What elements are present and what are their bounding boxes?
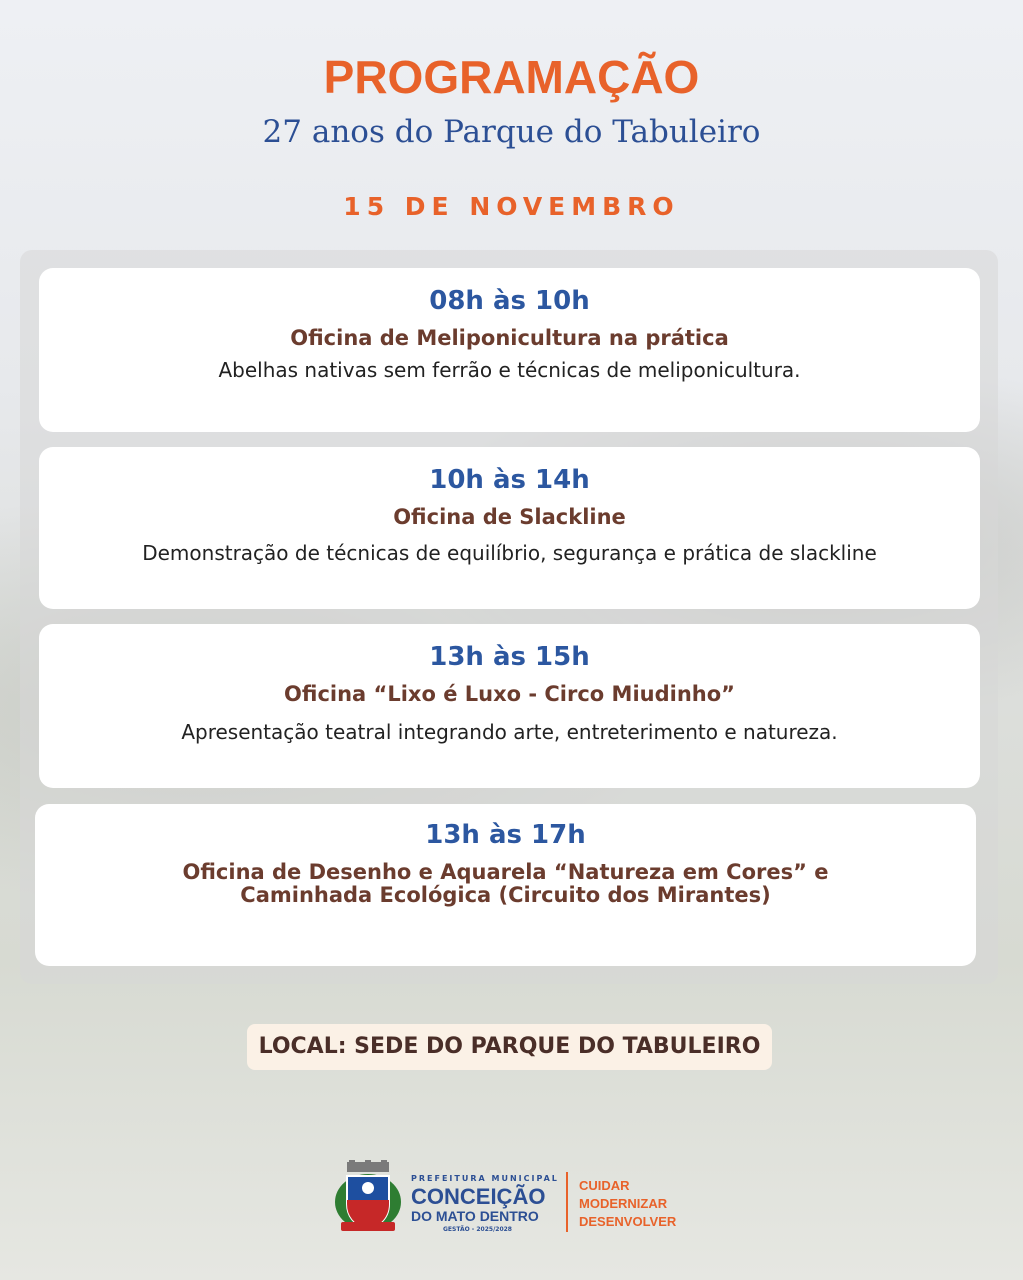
- card-description: Apresentação teatral integrando arte, entreterimento e natureza.: [181, 720, 838, 744]
- location-badge: LOCAL: SEDE DO PARQUE DO TABULEIRO: [247, 1024, 772, 1070]
- card-time: 13h às 17h: [425, 820, 586, 850]
- schedule-card-4: [35, 804, 976, 966]
- card-time: 10h às 14h: [429, 465, 590, 495]
- card-description: Demonstração de técnicas de equilíbrio, segurança e prática de slackline: [142, 541, 877, 565]
- motto-cuidar: CUIDAR: [579, 1178, 630, 1193]
- city-name-line-2: DO MATO DENTRO: [411, 1208, 539, 1224]
- card-title: Oficina de Slackline: [393, 505, 626, 529]
- event-date: 15 DE NOVEMBRO: [343, 192, 680, 221]
- municipal-coat-of-arms-icon: [333, 1160, 403, 1236]
- gestao-label: GESTÃO - 2025/2028: [443, 1226, 512, 1233]
- motto-modernizar: MODERNIZAR: [579, 1196, 668, 1211]
- schedule-card-1: [39, 268, 980, 432]
- prefeitura-label: PREFEITURA MUNICIPAL: [411, 1174, 559, 1183]
- card-description: Abelhas nativas sem ferrão e técnicas de meliponicultura.: [218, 358, 801, 382]
- card-time: 08h às 10h: [429, 286, 590, 316]
- card-title-line-1: Oficina de Desenho e Aquarela “Natureza em Cores” e: [182, 860, 829, 884]
- motto-desenvolver: DESENVOLVER: [579, 1214, 677, 1229]
- footer-divider: [566, 1172, 568, 1232]
- card-time: 13h às 15h: [429, 642, 590, 672]
- card-title: Oficina de Meliponicultura na prática: [290, 326, 729, 350]
- page-subtitle: 27 anos do Parque do Tabuleiro: [262, 114, 761, 150]
- card-title-line-2: Caminhada Ecológica (Circuito dos Mirantes): [240, 883, 771, 907]
- schedule-card-3: [39, 624, 980, 788]
- footer-logo: [333, 1160, 693, 1240]
- city-name-line-1: CONCEIÇÃO: [411, 1184, 546, 1209]
- card-title: Oficina “Lixo é Luxo - Circo Miudinho”: [284, 682, 735, 706]
- page-title: PROGRAMAÇÃO: [323, 51, 700, 103]
- schedule-card-2: [39, 447, 980, 609]
